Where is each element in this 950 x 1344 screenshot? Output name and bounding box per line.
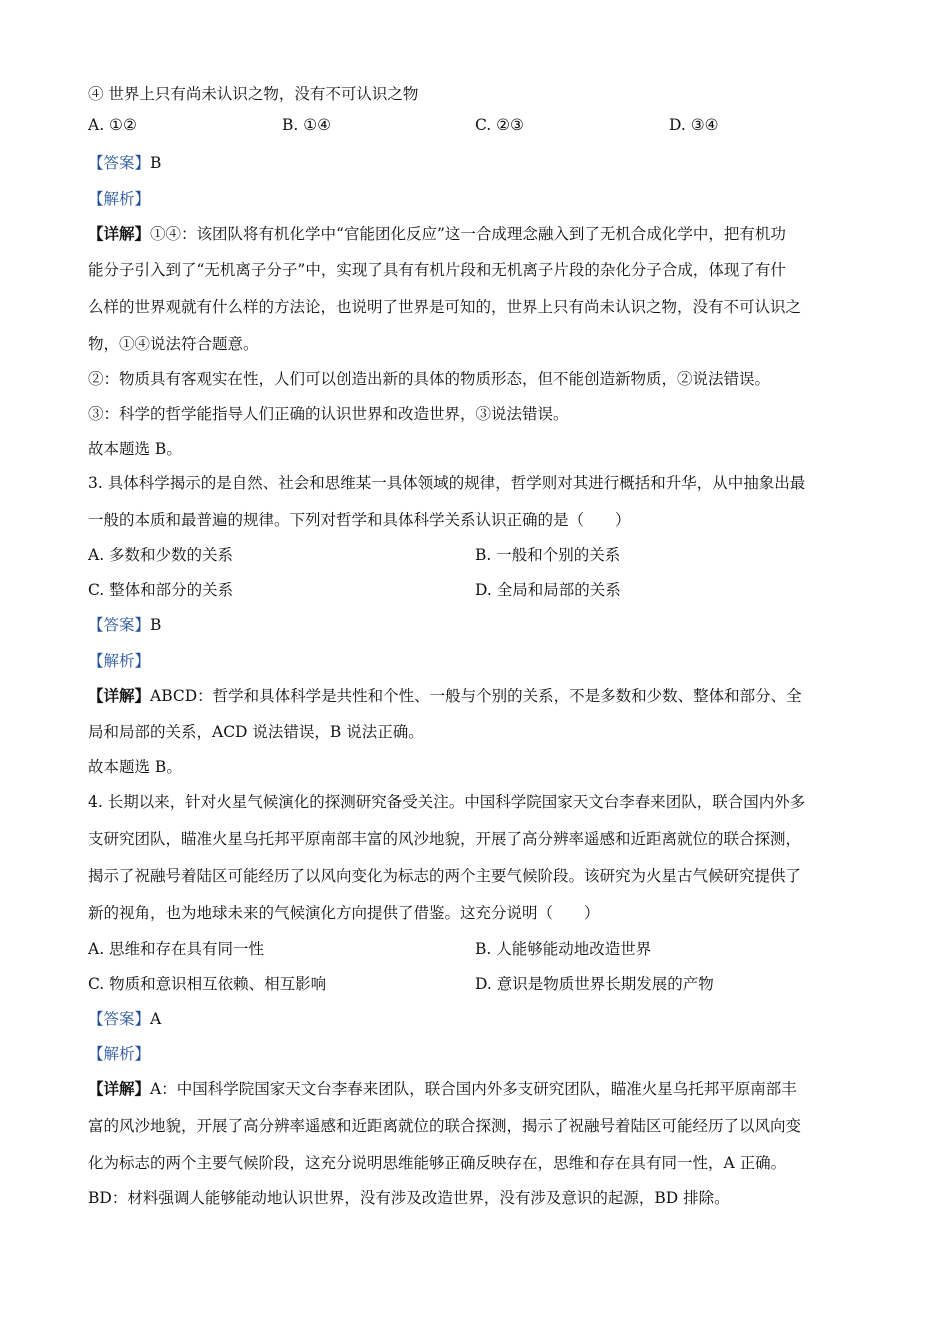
q2-answer-line — [88, 151, 161, 173]
answer-tag: 【答案】 — [88, 616, 151, 634]
q3-detail-text: ABCD：哲学和具体科学是共性和个性、一般与个别的关系，不是多数和少数、整体和部分、全 — [150, 687, 802, 705]
q3-analysis-tag: 【解析】 — [88, 652, 151, 670]
q3-option-c: C. 整体和部分的关系 — [88, 581, 234, 599]
q2-option-b: B. ①④ — [282, 116, 332, 134]
q2-detail-text: ①④：该团队将有机化学中“官能团化反应”这一合成理念融入到了无机合成化学中，把有机功 — [150, 225, 786, 243]
q4-answer: A — [150, 1010, 162, 1028]
q3-option-a: A. 多数和少数的关系 — [88, 546, 234, 564]
q2-option-c: C. ②③ — [475, 116, 524, 134]
q4-option-b: B. 人能够能动地改造世界 — [475, 940, 652, 958]
q2-detail-line-6: ③：科学的哲学能指导人们正确的认识世界和改造世界，③说法错误。 — [88, 405, 569, 423]
q2-analysis-tag: 【解析】 — [88, 190, 151, 208]
q4-detail-line-3: 化为标志的两个主要气候阶段，这充分说明思维能够正确反映存在，思维和存在具有同一性，A 正确。 — [88, 1154, 787, 1172]
answer-tag: 【答案】 — [88, 154, 151, 172]
q2-detail-line-4: 物，①④说法符合题意。 — [88, 335, 259, 353]
q3-answer-line — [88, 613, 161, 635]
q3-option-b: B. 一般和个别的关系 — [475, 546, 621, 564]
q4-option-a: A. 思维和存在具有同一性 — [88, 940, 265, 958]
q2-detail-line-2: 能分子引入到了“无机离子分子”中，实现了具有有机片段和无机离子片段的杂化分子合成，体现了有什 — [88, 261, 786, 279]
q4-detail-line-1 — [88, 1077, 797, 1099]
q2-detail-line-3: 么样的世界观就有什么样的方法论，也说明了世界是可知的，世界上只有尚未认识之物，没有不可认识之 — [88, 298, 802, 316]
q4-stem-line-4: 新的视角，也为地球未来的气候演化方向提供了借鉴。这充分说明（ ） — [88, 904, 600, 922]
q4-option-d: D. 意识是物质世界长期发展的产物 — [475, 975, 714, 993]
q3-stem-line-2: 一般的本质和最普遍的规律。下列对哲学和具体科学关系认识正确的是（ ） — [88, 511, 631, 529]
q4-detail-text: A：中国科学院国家天文台李春来团队，联合国内外多支研究团队，瞄准火星乌托邦平原南部丰 — [150, 1080, 797, 1098]
q4-analysis-tag: 【解析】 — [88, 1045, 151, 1063]
q4-stem-line-2: 支研究团队，瞄准火星乌托邦平原南部丰富的风沙地貌，开展了高分辨率遥感和近距离就位的联合探测， — [88, 830, 802, 848]
q4-answer-line — [88, 1007, 161, 1029]
q3-answer: B — [150, 616, 162, 634]
q2-option-a: A. ①② — [88, 116, 137, 134]
q2-answer: B — [150, 154, 162, 172]
q3-conclusion: 故本题选 B。 — [88, 758, 182, 776]
q4-stem-line-3: 揭示了祝融号着陆区可能经历了以风向变化为标志的两个主要气候阶段。该研究为火星古气候研究提供了 — [88, 867, 802, 885]
q4-option-c: C. 物质和意识相互依赖、相互影响 — [88, 975, 327, 993]
detail-tag: 【详解】 — [88, 1079, 151, 1098]
q2-option-d: D. ③④ — [669, 116, 719, 134]
detail-tag: 【详解】 — [88, 224, 151, 243]
q4-detail-line-4: BD：材料强调人能够能动地认识世界，没有涉及改造世界，没有涉及意识的起源，BD 排除。 — [88, 1189, 730, 1207]
q4-stem-line-1: 4. 长期以来，针对火星气候演化的探测研究备受关注。中国科学院国家天文台李春来团队，联合国内外多 — [88, 793, 806, 811]
q2-conclusion: 故本题选 B。 — [88, 440, 182, 458]
answer-tag: 【答案】 — [88, 1010, 151, 1028]
detail-tag: 【详解】 — [88, 686, 151, 705]
statement-4: ④ 世界上只有尚未认识之物，没有不可认识之物 — [88, 85, 419, 103]
q3-detail-line-2: 局和局部的关系，ACD 说法错误，B 说法正确。 — [88, 723, 424, 741]
q3-detail-line-1 — [88, 684, 802, 706]
q3-option-d: D. 全局和局部的关系 — [475, 581, 621, 599]
q2-detail-line-5: ②：物质具有客观实在性，人们可以创造出新的具体的物质形态，但不能创造新物质，②说法错误。 — [88, 370, 771, 388]
q4-detail-line-2: 富的风沙地貌，开展了高分辨率遥感和近距离就位的联合探测，揭示了祝融号着陆区可能经历了以风向变 — [88, 1117, 802, 1135]
q2-detail-line-1 — [88, 222, 786, 244]
q3-stem-line-1: 3. 具体科学揭示的是自然、社会和思维某一具体领域的规律，哲学则对其进行概括和升华，从中抽象出最 — [88, 474, 806, 492]
